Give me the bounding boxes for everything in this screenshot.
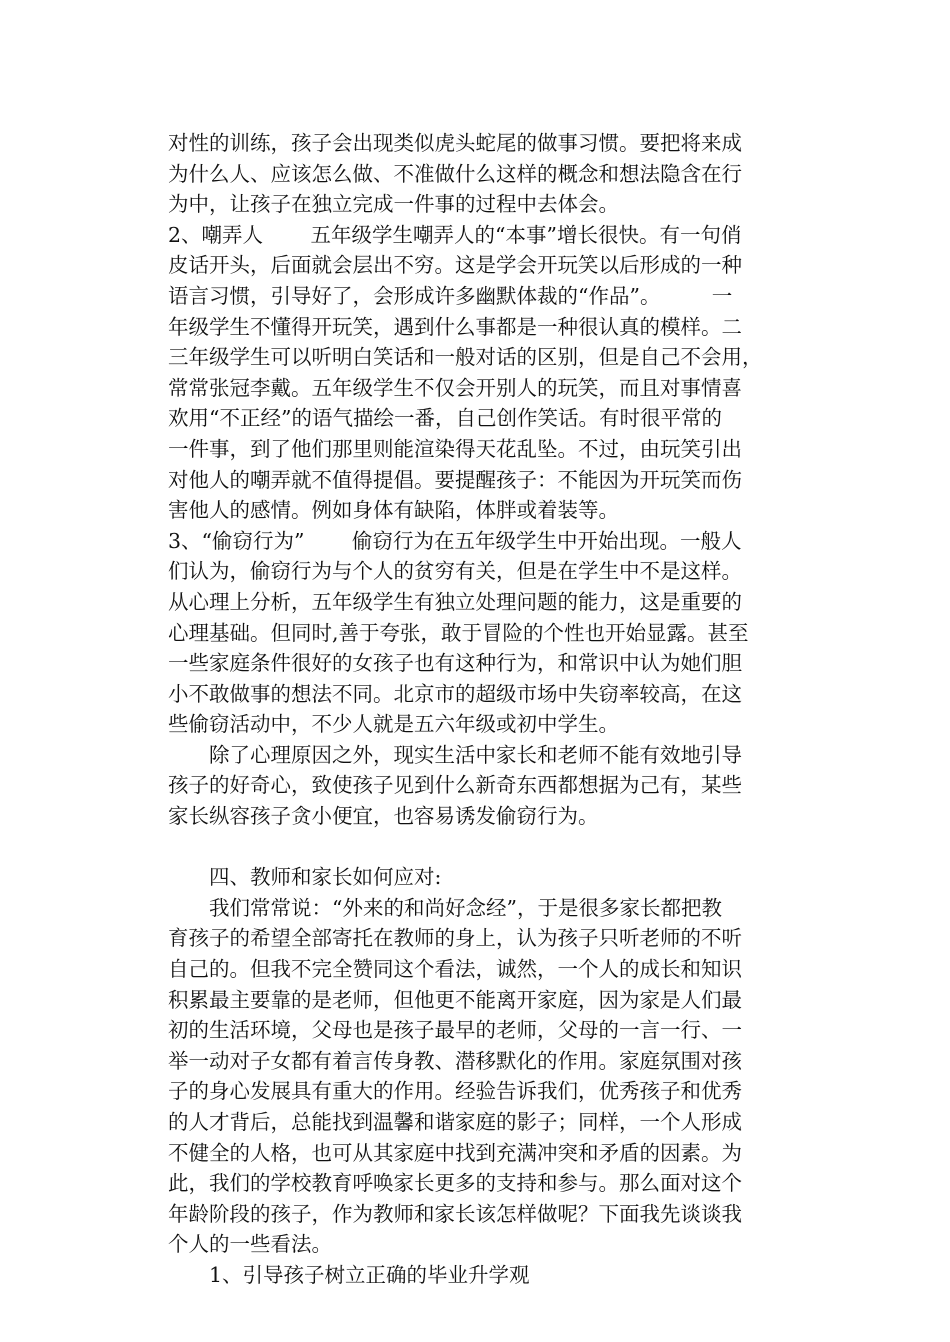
text-line: 个人的一些看法。 xyxy=(168,1232,332,1257)
text-line: 子的身心发展具有重大的作用。经验告诉我们，优秀孩子和优秀 xyxy=(168,1079,742,1104)
text-line: 家长纵容孩子贪小便宜，也容易诱发偷窃行为。 xyxy=(168,804,599,829)
text-line: 欢用“不正经”的语气描绘一番，自己创作笑话。有时很平常的 xyxy=(168,406,722,431)
text-line: 年级学生不懂得开玩笑，遇到什么事都是一种很认真的模样。二 xyxy=(168,314,742,339)
paragraph-first-line: 除了心理原因之外，现实生活中家长和老师不能有效地引导 xyxy=(209,742,742,767)
text-line: 一件事，到了他们那里则能渲染得天花乱坠。不过，由玩笑引出 xyxy=(168,436,742,461)
text-line: 语言习惯，引导好了，会形成许多幽默体裁的“作品”。 一 xyxy=(168,283,733,308)
text-line: 不健全的人格，也可从其家庭中找到充满冲突和矛盾的因素。为 xyxy=(168,1140,742,1165)
text-line: 2、嘲弄人 五年级学生嘲弄人的“本事”增长很快。有一句俏 xyxy=(168,222,742,247)
text-line: 一些家庭条件很好的女孩子也有这种行为，和常识中认为她们胆 xyxy=(168,651,742,676)
text-line: 初的生活环境，父母也是孩子最早的老师，父母的一言一行、一 xyxy=(168,1018,742,1043)
text-line: 对性的训练，孩子会出现类似虎头蛇尾的做事习惯。要把将来成 xyxy=(168,131,742,155)
subsection-heading: 1、引导孩子树立正确的毕业升学观 xyxy=(209,1262,530,1287)
text-line: 们认为，偷窃行为与个人的贫穷有关，但是在学生中不是这样。 xyxy=(168,559,742,584)
text-line: 小不敢做事的想法不同。北京市的超级市场中失窃率较高，在这 xyxy=(168,681,742,706)
text-line: 些偷窃活动中，不少人就是五六年级或初中学生。 xyxy=(168,712,619,737)
text-line: 积累最主要靠的是老师，但他更不能离开家庭，因为家是人们最 xyxy=(168,987,742,1012)
text-line: 为什么人、应该怎么做、不准做什么这样的概念和想法隐含在行 xyxy=(168,161,742,186)
text-line: 此，我们的学校教育呼唤家长更多的支持和参与。那么面对这个 xyxy=(168,1171,742,1196)
text-line: 从心理上分析，五年级学生有独立处理问题的能力，这是重要的 xyxy=(168,589,742,614)
text-line: 孩子的好奇心，致使孩子见到什么新奇东西都想据为己有，某些 xyxy=(168,773,742,798)
text-line: 自己的。但我不完全赞同这个看法，诚然，一个人的成长和知识 xyxy=(168,957,742,982)
paragraph-first-line: 我们常常说：“外来的和尚好念经”，于是很多家长都把教 xyxy=(209,895,722,920)
text-line: 年龄阶段的孩子，作为教师和家长该怎样做呢？下面我先谈谈我 xyxy=(168,1201,742,1226)
document-body xyxy=(168,128,796,1291)
text-line: 害他人的感情。例如身体有缺陷，体胖或着装等。 xyxy=(168,498,619,523)
section-heading: 四、教师和家长如何应对: xyxy=(209,865,442,890)
text-line: 育孩子的希望全部寄托在教师的身上，认为孩子只听老师的不听 xyxy=(168,926,742,951)
text-line: 常常张冠李戴。五年级学生不仅会开别人的玩笑，而且对事情喜 xyxy=(168,375,742,400)
text-line: 对他人的嘲弄就不值得提倡。要提醒孩子：不能因为开玩笑而伤 xyxy=(168,467,742,492)
text-line: 的人才背后，总能找到温馨和谐家庭的影子；同样，一个人形成 xyxy=(168,1110,742,1134)
text-line: 心理基础。但同时,善于夸张，敢于冒险的个性也开始显露。甚至 xyxy=(168,620,749,645)
text-line: 皮话开头，后面就会层出不穷。这是学会开玩笑以后形成的一种 xyxy=(168,253,742,278)
text-line: 举一动对子女都有着言传身教、潜移默化的作用。家庭氛围对孩 xyxy=(168,1048,742,1073)
blank-line xyxy=(168,832,796,863)
text-line: 三年级学生可以听明白笑话和一般对话的区别，但是自己不会用， xyxy=(168,345,763,370)
text-line: 为中，让孩子在独立完成一件事的过程中去体会。 xyxy=(168,192,619,217)
text-line: 3、“偷窃行为” 偷窃行为在五年级学生中开始出现。一般人 xyxy=(168,528,742,553)
